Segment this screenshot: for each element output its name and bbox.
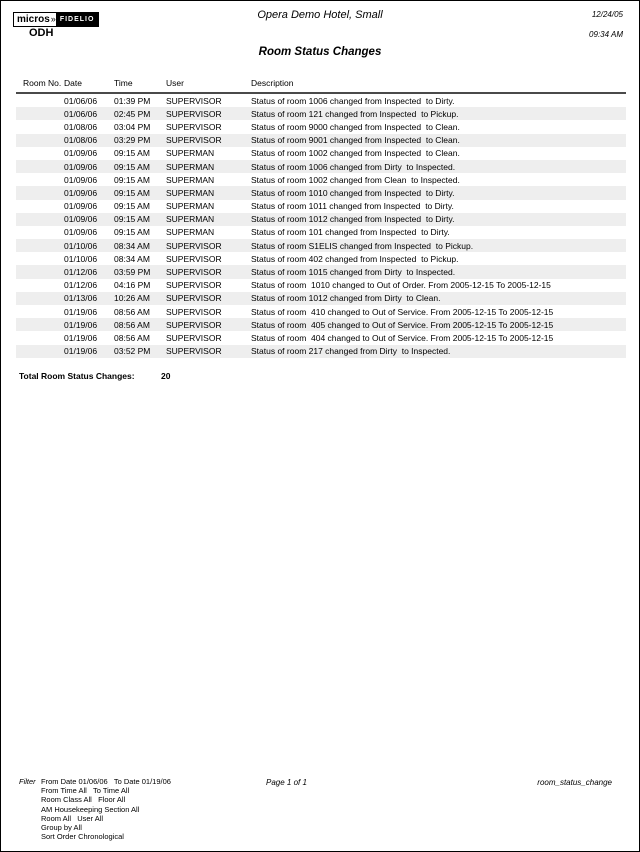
page-number: Page 1 of 1 — [266, 778, 307, 787]
cell-description: Status of room 402 changed from Inspected to Pickup. — [251, 253, 459, 264]
cell-description: Status of room 410 changed to Out of Service. From 2005-12-15 To 2005-12-15 — [251, 306, 554, 317]
cell-date: 01/08/06 — [64, 135, 98, 146]
logo-chevron-icon: » — [50, 14, 56, 24]
cell-user: SUPERVISOR — [166, 121, 222, 132]
cell-user: SUPERVISOR — [166, 240, 222, 251]
cell-time: 08:56 AM — [114, 332, 150, 343]
column-header-description: Description — [251, 78, 294, 88]
table-row — [16, 318, 626, 331]
cell-description: Status of room 101 changed from Inspected to Dirty. — [251, 227, 450, 238]
table-row — [16, 213, 626, 226]
cell-time: 09:15 AM — [114, 214, 150, 225]
cell-description: Status of room 1011 changed from Inspected to Dirty. — [251, 201, 454, 212]
cell-user: SUPERMAN — [166, 187, 215, 198]
table-row — [16, 305, 626, 318]
cell-description: Status of room 1015 changed from Dirty to Inspected. — [251, 267, 456, 278]
table-row — [16, 239, 626, 252]
cell-time: 08:34 AM — [114, 240, 150, 251]
property-code: ODH — [29, 27, 54, 39]
cell-date: 01/09/06 — [64, 161, 98, 172]
cell-user: SUPERVISOR — [166, 319, 222, 330]
filter-line: From Time All To Time All — [41, 786, 130, 796]
cell-date: 01/19/06 — [64, 319, 98, 330]
cell-date: 01/08/06 — [64, 121, 98, 132]
cell-time: 08:34 AM — [114, 253, 150, 264]
filter-line: From Date 01/06/06 To Date 01/19/06 — [41, 777, 171, 786]
column-header-date: Date — [64, 78, 82, 88]
cell-time: 09:15 AM — [114, 161, 150, 172]
cell-time: 09:15 AM — [114, 174, 150, 185]
cell-description: Status of room 1002 changed from Clean to Inspected. — [251, 174, 460, 185]
cell-date: 01/13/06 — [64, 293, 98, 304]
cell-date: 01/19/06 — [64, 346, 98, 357]
cell-time: 09:15 AM — [114, 227, 150, 238]
logo-fidelio-text: FIDELIO — [56, 13, 99, 26]
cell-date: 01/12/06 — [64, 280, 98, 291]
column-header-user: User — [166, 78, 184, 88]
cell-time: 09:15 AM — [114, 187, 150, 198]
report-title: Room Status Changes — [258, 46, 382, 58]
cell-user: SUPERVISOR — [166, 95, 222, 106]
logo-micros-text: micros — [14, 13, 51, 26]
filter-line: Sort Order Chronological — [41, 832, 124, 842]
cell-user: SUPERVISOR — [166, 346, 222, 357]
cell-description: Status of room 217 changed from Dirty to Inspected. — [251, 346, 451, 357]
cell-description: Status of room 1010 changed to Out of Order. From 2005-12-15 To 2005-12-15 — [251, 280, 551, 291]
cell-description: Status of room 9000 changed from Inspected to Clean. — [251, 121, 460, 132]
cell-description: Status of room 1006 changed from Inspected to Dirty. — [251, 95, 455, 106]
cell-date: 01/09/06 — [64, 174, 98, 185]
table-row — [16, 107, 626, 120]
table-body — [16, 94, 626, 358]
table-header-row — [16, 78, 626, 94]
table-row — [16, 160, 626, 173]
filter-line: AM Housekeeping Section All — [41, 804, 140, 814]
cell-time: 04:16 PM — [114, 280, 151, 291]
filter-label: Filter — [19, 777, 36, 786]
table-row — [16, 331, 626, 344]
cell-user: SUPERVISOR — [166, 267, 222, 278]
cell-date: 01/09/06 — [64, 227, 98, 238]
total-row — [19, 371, 319, 381]
cell-time: 03:52 PM — [114, 346, 151, 357]
cell-time: 02:45 PM — [114, 108, 151, 119]
cell-description: Status of room 1006 changed from Dirty to Inspected. — [251, 161, 456, 172]
filter-lines — [41, 777, 171, 841]
cell-date: 01/09/06 — [64, 187, 98, 198]
cell-user: SUPERVISOR — [166, 253, 222, 264]
table-row — [16, 292, 626, 305]
cell-description: Status of room 1002 changed from Inspected to Clean. — [251, 148, 460, 159]
cell-date: 01/19/06 — [64, 306, 98, 317]
table-row — [16, 265, 626, 278]
cell-description: Status of room 1012 changed from Inspected to Dirty. — [251, 214, 455, 225]
cell-user: SUPERMAN — [166, 174, 215, 185]
report-run-time: 09:34 AM — [589, 30, 623, 39]
cell-user: SUPERMAN — [166, 214, 215, 225]
table-row — [16, 147, 626, 160]
table-row — [16, 120, 626, 133]
cell-description: Status of room 121 changed from Inspected to Pickup. — [251, 108, 459, 119]
cell-user: SUPERVISOR — [166, 108, 222, 119]
cell-date: 01/09/06 — [64, 214, 98, 225]
total-value: 20 — [161, 371, 171, 381]
table-row — [16, 94, 626, 107]
cell-time: 08:56 AM — [114, 319, 150, 330]
cell-date: 01/19/06 — [64, 332, 98, 343]
cell-time: 09:15 AM — [114, 201, 150, 212]
cell-description: Status of room 1012 changed from Dirty to Clean. — [251, 293, 441, 304]
cell-date: 01/12/06 — [64, 267, 98, 278]
table-row — [16, 134, 626, 147]
cell-time: 03:29 PM — [114, 135, 151, 146]
hotel-name: Opera Demo Hotel, Small — [257, 9, 383, 21]
cell-user: SUPERVISOR — [166, 306, 222, 317]
cell-description: Status of room 1010 changed from Inspected to Dirty. — [251, 187, 455, 198]
column-header-room-no: Room No. — [23, 78, 62, 88]
table-row — [16, 345, 626, 358]
cell-user: SUPERVISOR — [166, 293, 222, 304]
cell-time: 10:26 AM — [114, 293, 150, 304]
cell-time: 08:56 AM — [114, 306, 150, 317]
cell-date: 01/09/06 — [64, 148, 98, 159]
cell-date: 01/06/06 — [64, 95, 98, 106]
cell-date: 01/10/06 — [64, 240, 98, 251]
table-row — [16, 173, 626, 186]
report-id: room_status_change — [537, 778, 612, 787]
filter-line: Room All User All — [41, 813, 104, 823]
column-header-time: Time — [114, 78, 133, 88]
table-row — [16, 252, 626, 265]
cell-time: 09:15 AM — [114, 148, 150, 159]
cell-description: Status of room 404 changed to Out of Service. From 2005-12-15 To 2005-12-15 — [251, 332, 554, 343]
cell-user: SUPERMAN — [166, 227, 215, 238]
table-row — [16, 186, 626, 199]
cell-user: SUPERVISOR — [166, 135, 222, 146]
cell-user: SUPERMAN — [166, 201, 215, 212]
filter-line: Room Class All Floor All — [41, 795, 126, 805]
cell-user: SUPERMAN — [166, 161, 215, 172]
filter-line: Group by All — [41, 823, 82, 833]
cell-user: SUPERVISOR — [166, 332, 222, 343]
total-label: Total Room Status Changes: — [19, 371, 135, 381]
cell-user: SUPERVISOR — [166, 280, 222, 291]
cell-description: Status of room 9001 changed from Inspected to Clean. — [251, 135, 460, 146]
report-run-date: 12/24/05 — [591, 10, 623, 19]
cell-description: Status of room S1ELIS changed from Inspected to Pickup. — [251, 240, 474, 251]
cell-time: 03:59 PM — [114, 267, 151, 278]
table-row — [16, 279, 626, 292]
table-row — [16, 226, 626, 239]
cell-user: SUPERMAN — [166, 148, 215, 159]
cell-date: 01/06/06 — [64, 108, 98, 119]
table-row — [16, 200, 626, 213]
cell-time: 03:04 PM — [114, 121, 151, 132]
room-status-table — [16, 78, 626, 358]
cell-date: 01/10/06 — [64, 253, 98, 264]
cell-time: 01:39 PM — [114, 95, 151, 106]
cell-description: Status of room 405 changed to Out of Service. From 2005-12-15 To 2005-12-15 — [251, 319, 554, 330]
cell-date: 01/09/06 — [64, 201, 98, 212]
